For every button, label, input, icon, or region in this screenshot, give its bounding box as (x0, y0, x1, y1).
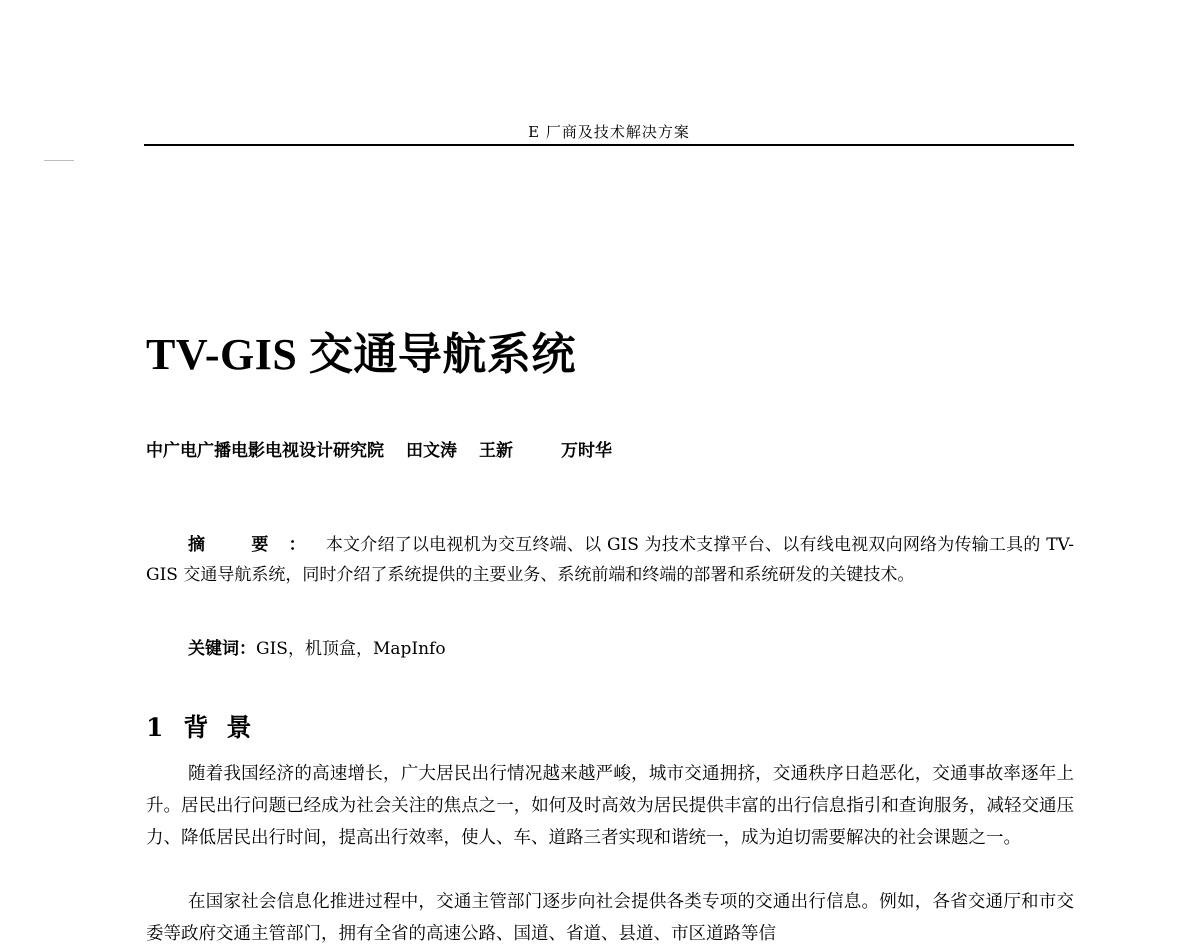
keywords (188, 634, 446, 659)
abstract-text: 本文介绍了以电视机为交互终端、以 GIS 为技术支撑平台、以有线电视双向网络为传输工具的 TV-GIS 交通导航系统，同时介绍了系统提供的主要业务、系统前端和终端的部署和系统研发的关键技术。 (146, 535, 1075, 585)
body-paragraph: 在国家社会信息化推进过程中，交通主管部门逐步向社会提供各类专项的交通出行信息。例如，各省交通厅和市交委等政府交通主管部门，拥有全省的高速公路、国道、省道、县道、市区道路等信 (146, 892, 1074, 944)
author-affiliation: 中广电广播电影电视设计研究院 (146, 441, 384, 461)
section-title: 背景 (183, 713, 270, 742)
abstract-label: 摘 要： (188, 535, 326, 555)
author-name: 万时华 (561, 441, 612, 461)
keywords-label: 关键词： (188, 639, 256, 659)
section-heading (146, 708, 269, 744)
section-number: 1 (146, 713, 164, 742)
abstract (146, 530, 1074, 590)
paper-title: TV-GIS 交通导航系统 (146, 330, 576, 379)
scan-artifact-line (44, 160, 74, 161)
author-line (146, 436, 612, 461)
keywords-text: GIS，机顶盒，MapInfo (256, 639, 446, 659)
running-header: E 厂商及技术解决方案 (528, 123, 690, 141)
header-rule (144, 144, 1074, 146)
author-name: 田文涛 (406, 441, 457, 461)
author-name: 王新 (479, 441, 513, 461)
body-paragraph: 随着我国经济的高速增长，广大居民出行情况越来越严峻，城市交通拥挤，交通秩序日趋恶化，交通事故率逐年上升。居民出行问题已经成为社会关注的焦点之一，如何及时高效为居民提供丰富的出行信息指引和查询服务，减轻交通压力、降低居民出行时间，提高出行效率，使人、车、道路三者实现和谐统一，成为迫切需要解决的社会课题之一。 (146, 764, 1074, 848)
